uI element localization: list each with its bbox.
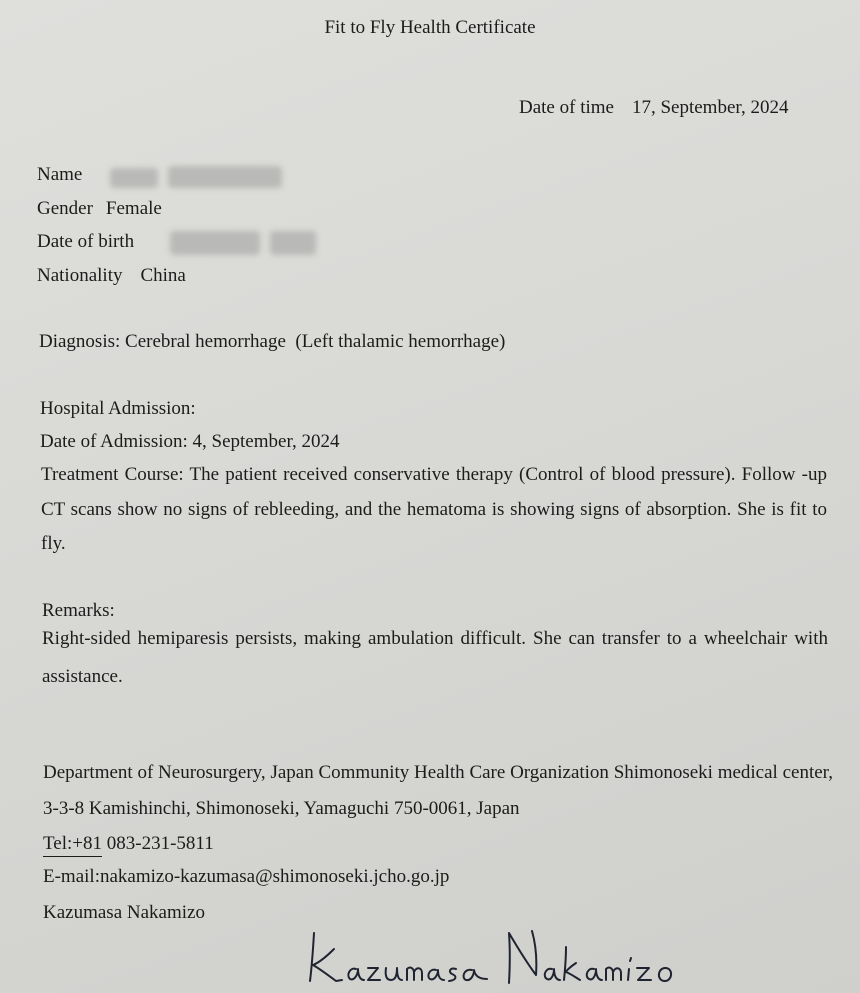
nationality-label: Nationality [37,265,123,286]
remarks-heading: Remarks: [42,600,115,621]
department-address-text: Department of Neurosurgery, Japan Community Health Care Organization Shimonoseki medical center, 3-3-8 Kamishinchi, Shimonoseki, Yamaguchi 750-0061, Japan [43,762,833,819]
document-title: Fit to Fly Health Certificate [324,17,536,38]
redacted-dob-part-2 [270,231,316,255]
department-address [43,755,833,827]
gender-row [37,198,162,220]
hospital-admission-heading: Hospital Admission: [40,398,196,419]
dob-label: Date of birth [37,231,135,252]
name-row [37,164,82,186]
diagnosis: Diagnosis: Cerebral hemorrhage (Left thalamic hemorrhage) [39,331,506,352]
doctor-name: Kazumasa Nakamizo [43,902,205,923]
email: E-mail:nakamizo-kazumasa@shimonoseki.jcho.go.jp [43,866,450,887]
redacted-name-part-1 [110,168,158,188]
redacted-name-part-2 [168,166,282,188]
tel-line [43,833,214,855]
remarks [42,620,828,696]
name-label: Name [37,164,83,185]
admission-date: Date of Admission: 4, September, 2024 [40,431,340,452]
treatment-course [41,458,827,562]
treatment-course-text: Treatment Course: The patient received conservative therapy (Control of blood pressure). Follow -up CT scans show no signs of rebleeding, and the hematoma is showing signs of absorption. She is fit to fly. [41,464,827,554]
date-line [519,97,788,119]
gender-value: Female [105,198,162,219]
tel-number: 083-231-5811 [106,833,214,854]
dob-row [37,231,134,253]
handwritten-signature [304,925,694,990]
nationality-row [37,265,186,287]
redacted-dob-part-1 [170,231,260,255]
remarks-text: Right-sided hemiparesis persists, making ambulation difficult. She can transfer to a wheelchair with assistance. [42,628,828,687]
gender-label: Gender [37,198,93,219]
tel-label: Tel:+81 [43,833,102,854]
date-value: 17, September, 2024 [631,97,789,118]
nationality-value: China [140,265,186,286]
date-label: Date of time [519,97,614,118]
